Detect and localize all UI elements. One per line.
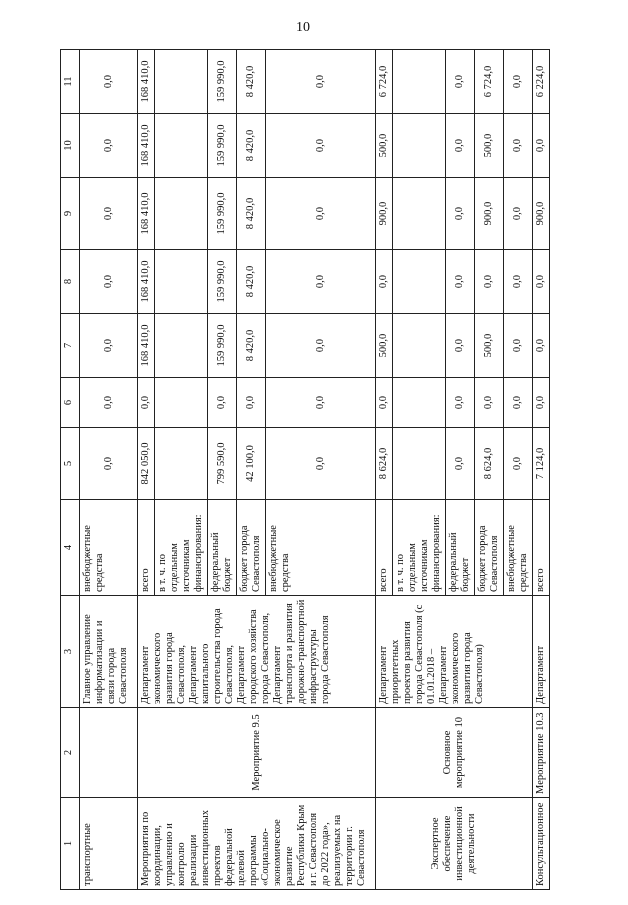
column-number: 7	[61, 314, 80, 378]
value-cell: 0,0	[446, 50, 475, 114]
value-cell: 0,0	[504, 378, 533, 428]
value-cell: 0,0	[237, 378, 266, 428]
value-cell: 159 990,0	[208, 178, 237, 250]
value-cell: 0,0	[475, 378, 504, 428]
value-cell: 168 410,0	[138, 50, 155, 114]
source-cell: в т. ч. по отдельным источникам финансирования:	[155, 500, 208, 596]
column-number: 8	[61, 250, 80, 314]
value-cell: 0,0	[446, 114, 475, 178]
executor-cell: Департамент	[533, 596, 550, 708]
rotated-table-container	[60, 50, 590, 890]
value-cell	[155, 314, 208, 378]
value-cell: 8 420,0	[237, 314, 266, 378]
value-cell: 842 050,0	[138, 428, 155, 500]
source-cell: федеральный бюджет	[446, 500, 475, 596]
value-cell	[393, 378, 446, 428]
value-cell: 799 590,0	[208, 428, 237, 500]
value-cell: 6 724,0	[475, 50, 504, 114]
value-cell	[393, 50, 446, 114]
value-cell: 0,0	[504, 250, 533, 314]
value-cell: 0,0	[80, 114, 138, 178]
value-cell: 8 420,0	[237, 178, 266, 250]
source-cell: бюджет города Севастополя	[237, 500, 266, 596]
value-cell: 900,0	[376, 178, 393, 250]
column-number: 5	[61, 428, 80, 500]
value-cell: 0,0	[80, 250, 138, 314]
value-cell: 500,0	[376, 314, 393, 378]
source-cell: всего	[533, 500, 550, 596]
value-cell: 0,0	[266, 314, 376, 378]
value-cell: 0,0	[138, 378, 155, 428]
value-cell: 0,0	[504, 178, 533, 250]
value-cell: 0,0	[533, 378, 550, 428]
source-cell: всего	[376, 500, 393, 596]
value-cell: 0,0	[266, 378, 376, 428]
value-cell: 0,0	[475, 250, 504, 314]
measure-cell: Мероприятие 9.5	[138, 708, 376, 798]
value-cell: 8 624,0	[376, 428, 393, 500]
value-cell: 900,0	[533, 178, 550, 250]
value-cell: 0,0	[376, 250, 393, 314]
measure-cell: Мероприятие 10.3	[533, 708, 550, 798]
table-row	[376, 50, 393, 890]
column-number: 1	[61, 798, 80, 890]
value-cell: 0,0	[446, 178, 475, 250]
value-cell: 6 224,0	[533, 50, 550, 114]
value-cell: 0,0	[266, 50, 376, 114]
executor-cell: Департамент приоритетных проектов развития города Севастополя (с 01.01.2018 – Департамент экономического развития города Севастополя)	[376, 596, 533, 708]
measure-cell	[80, 708, 138, 798]
value-cell: 0,0	[533, 114, 550, 178]
executor-cell: Департамент экономического развития города Севастополя, Департамент капитального строительства города Севастополя, Департамент городского хозяйства города Севастополя, Департамент транспорта и развития дорожно-транспортной инфраструктуры города Севастополя	[138, 596, 376, 708]
column-number: 6	[61, 378, 80, 428]
measure-cell: Основное мероприятие 10	[376, 708, 533, 798]
table-row	[80, 50, 138, 890]
value-cell: 0,0	[504, 50, 533, 114]
value-cell: 8 420,0	[237, 50, 266, 114]
value-cell: 500,0	[475, 314, 504, 378]
value-cell: 168 410,0	[138, 250, 155, 314]
source-cell: внебюджетные средства	[504, 500, 533, 596]
value-cell	[155, 178, 208, 250]
value-cell: 0,0	[376, 378, 393, 428]
value-cell: 0,0	[533, 250, 550, 314]
value-cell	[155, 250, 208, 314]
table-row	[138, 50, 155, 890]
source-cell: в т. ч. по отдельным источникам финансирования:	[393, 500, 446, 596]
value-cell: 0,0	[446, 378, 475, 428]
value-cell: 0,0	[504, 428, 533, 500]
value-cell: 0,0	[266, 428, 376, 500]
page-number: 10	[296, 20, 310, 35]
value-cell	[155, 114, 208, 178]
value-cell: 0,0	[208, 378, 237, 428]
value-cell: 8 420,0	[237, 114, 266, 178]
column-number: 4	[61, 500, 80, 596]
value-cell: 0,0	[266, 114, 376, 178]
value-cell: 0,0	[446, 314, 475, 378]
column-number: 2	[61, 708, 80, 798]
executor-cell: Главное управление информатизации и связи города Севастополя	[80, 596, 138, 708]
value-cell: 42 100,0	[237, 428, 266, 500]
value-cell: 168 410,0	[138, 114, 155, 178]
value-cell	[393, 178, 446, 250]
column-number: 10	[61, 114, 80, 178]
value-cell	[393, 250, 446, 314]
source-cell: внебюджетные средства	[80, 500, 138, 596]
value-cell: 6 724,0	[376, 50, 393, 114]
value-cell	[155, 50, 208, 114]
value-cell: 0,0	[80, 428, 138, 500]
program-name-cell: транспортные	[80, 798, 138, 890]
value-cell: 500,0	[376, 114, 393, 178]
source-cell: внебюджетные средства	[266, 500, 376, 596]
value-cell: 0,0	[266, 178, 376, 250]
program-name-cell: Консультационное	[533, 798, 550, 890]
value-cell	[393, 428, 446, 500]
column-number: 9	[61, 178, 80, 250]
value-cell	[393, 114, 446, 178]
value-cell: 8 624,0	[475, 428, 504, 500]
value-cell: 0,0	[80, 378, 138, 428]
value-cell: 0,0	[504, 114, 533, 178]
column-number: 3	[61, 596, 80, 708]
column-number-row	[61, 50, 80, 890]
value-cell: 0,0	[504, 314, 533, 378]
table-row	[533, 50, 550, 890]
value-cell: 0,0	[80, 314, 138, 378]
value-cell: 7 124,0	[533, 428, 550, 500]
value-cell: 0,0	[80, 178, 138, 250]
value-cell: 0,0	[266, 250, 376, 314]
value-cell	[393, 314, 446, 378]
value-cell: 159 990,0	[208, 114, 237, 178]
value-cell	[155, 428, 208, 500]
value-cell: 0,0	[446, 250, 475, 314]
value-cell: 900,0	[475, 178, 504, 250]
budget-table	[60, 49, 550, 890]
source-cell: всего	[138, 500, 155, 596]
value-cell: 500,0	[475, 114, 504, 178]
program-name-cell: Экспертное обеспечение инвестиционной деятельности	[376, 798, 533, 890]
value-cell: 0,0	[446, 428, 475, 500]
value-cell: 168 410,0	[138, 178, 155, 250]
column-number: 11	[61, 50, 80, 114]
value-cell	[155, 378, 208, 428]
value-cell: 0,0	[533, 314, 550, 378]
value-cell: 168 410,0	[138, 314, 155, 378]
value-cell: 0,0	[80, 50, 138, 114]
value-cell: 159 990,0	[208, 314, 237, 378]
source-cell: федеральный бюджет	[208, 500, 237, 596]
value-cell: 159 990,0	[208, 50, 237, 114]
value-cell: 159 990,0	[208, 250, 237, 314]
program-name-cell: Мероприятия по координации, управлению и контролю реализации инвестиционных проектов федеральной целевой программы «Социально-экономическое развитие Республики Крым и г. Севастополя до 2022 года», реализуемых на территории г. Севастополя	[138, 798, 376, 890]
value-cell: 8 420,0	[237, 250, 266, 314]
source-cell: бюджет города Севастополя	[475, 500, 504, 596]
